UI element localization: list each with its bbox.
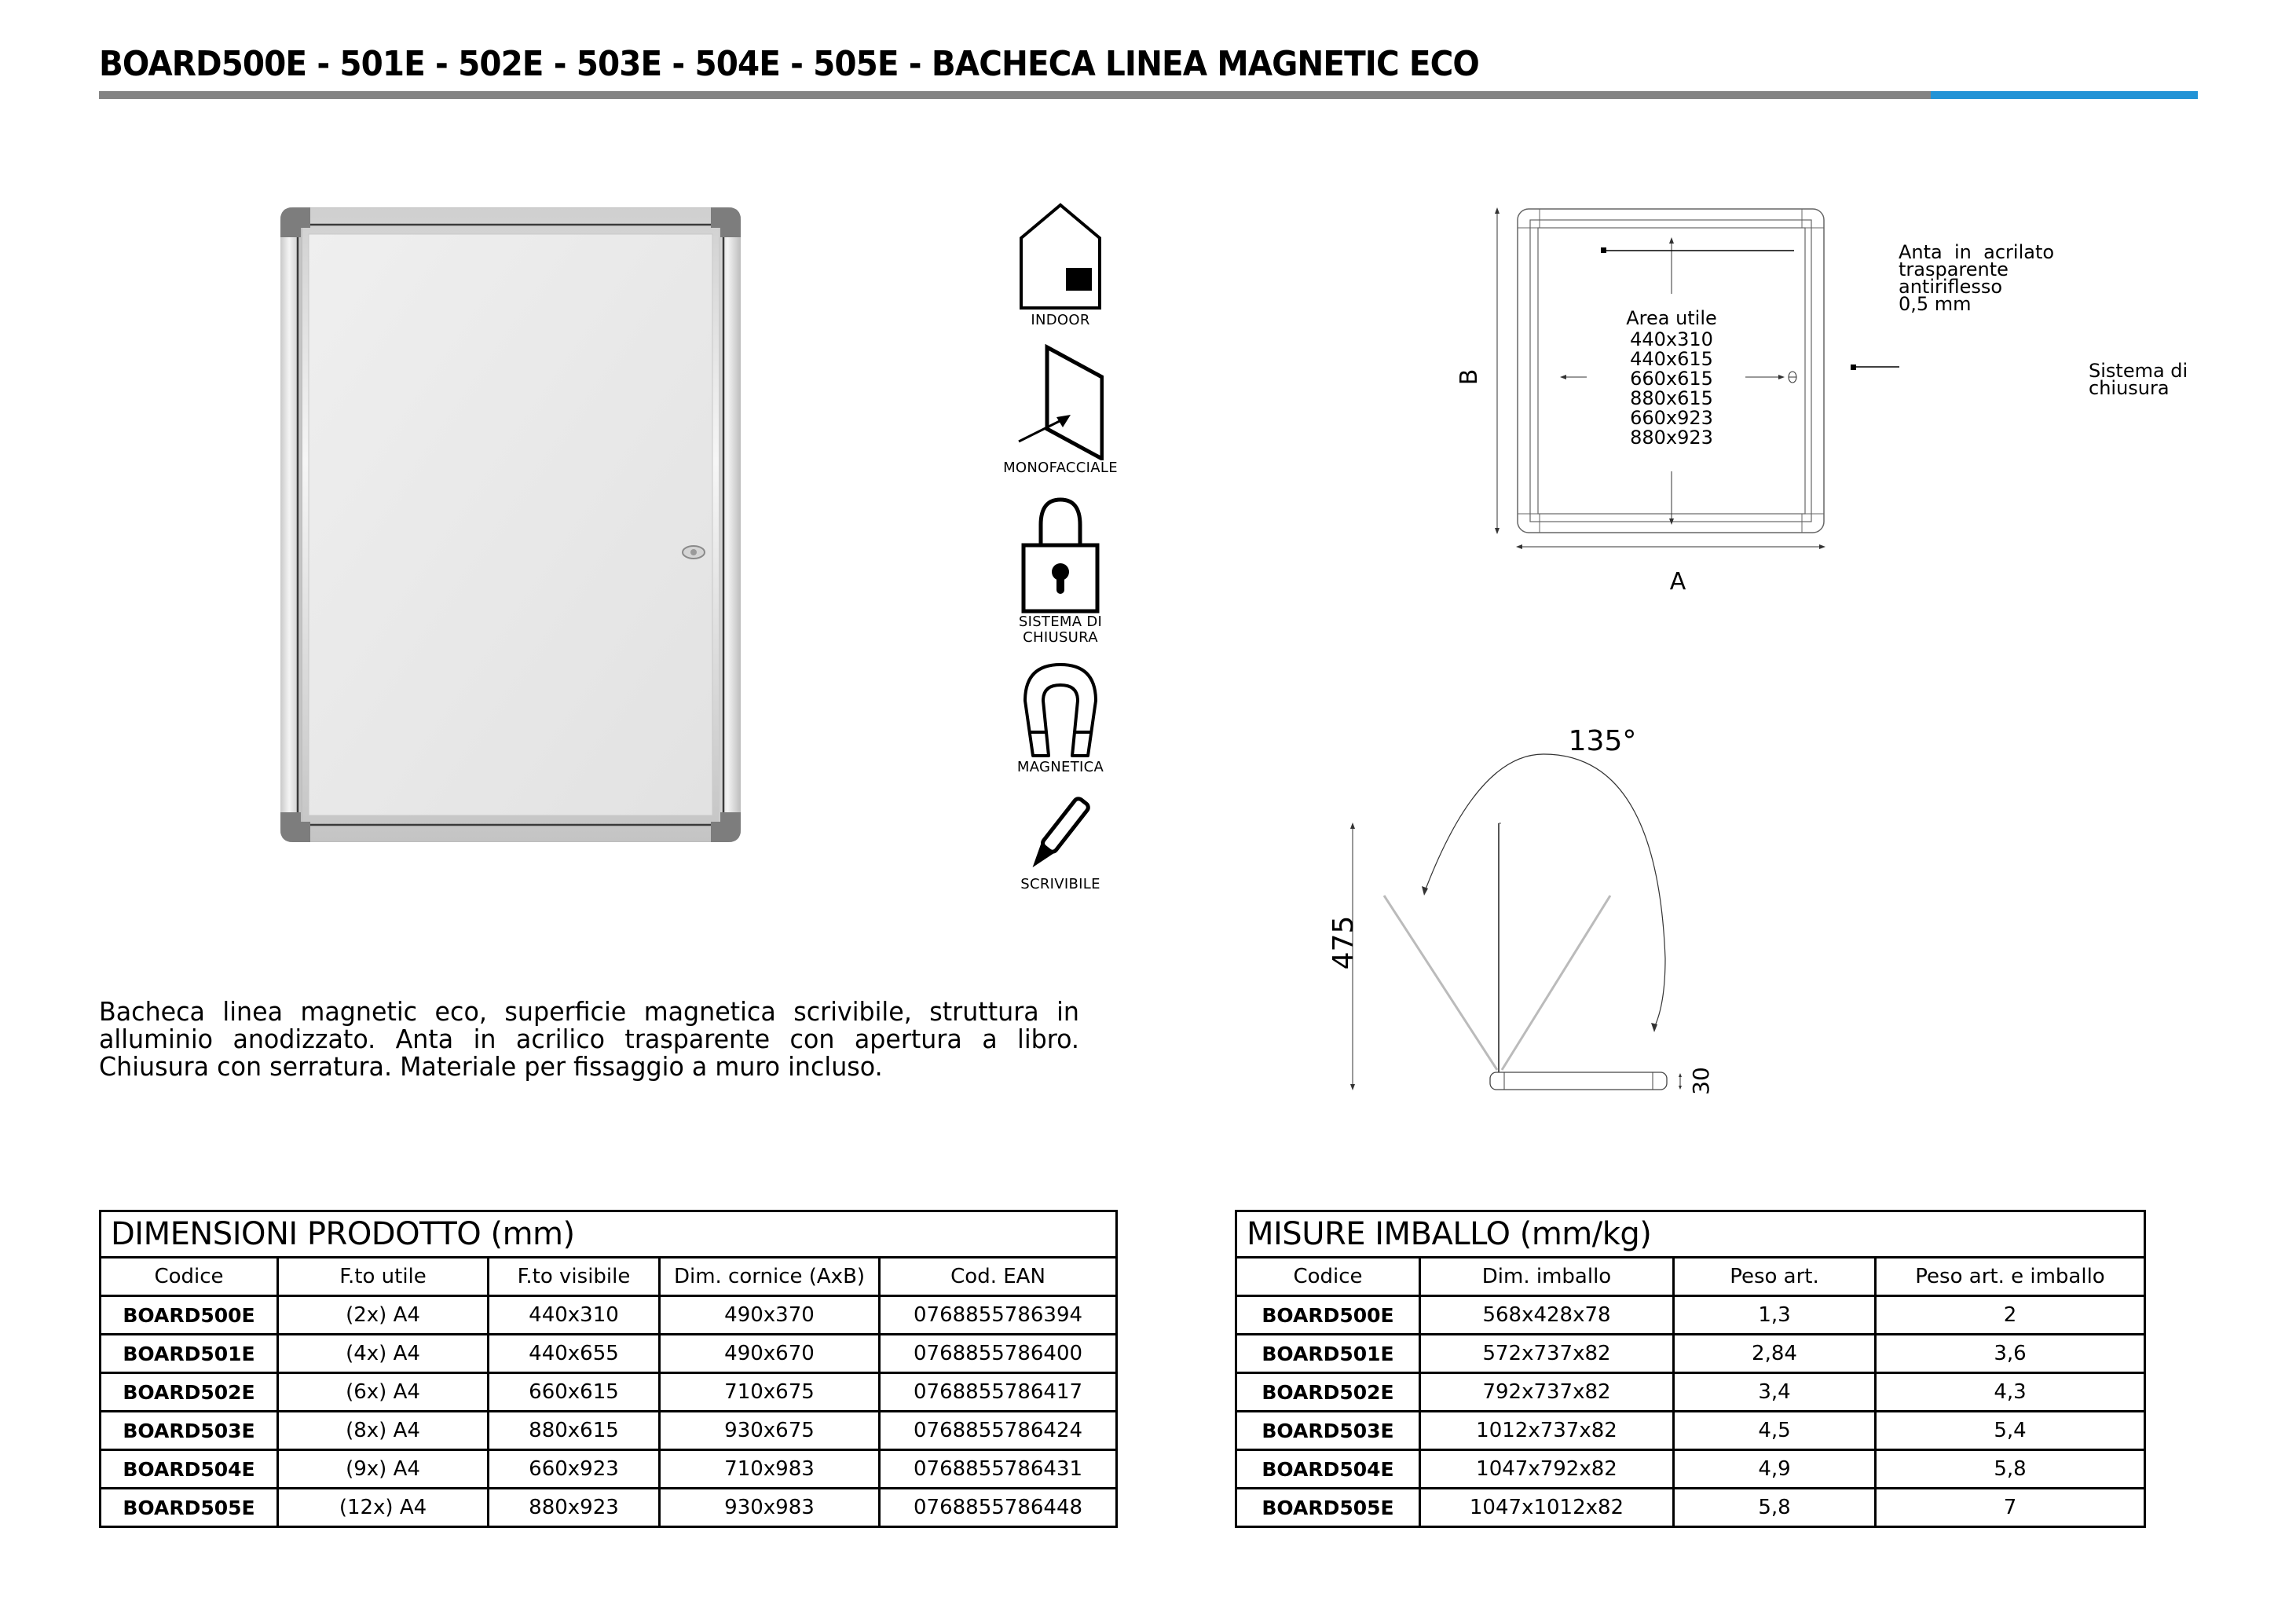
- area-size: 880x923: [1630, 427, 1713, 449]
- table-header-row: [1236, 1258, 2145, 1296]
- column-header: F.to visibile: [489, 1258, 660, 1296]
- item-weight: 1,3: [1674, 1296, 1876, 1335]
- column-header: Cod. EAN: [880, 1258, 1117, 1296]
- callout-door-line: trasparente: [1899, 258, 2009, 280]
- feature-label: INDOOR: [1031, 312, 1090, 328]
- gross-weight: 3,6: [1876, 1335, 2145, 1373]
- item-weight: 5,8: [1674, 1489, 1876, 1527]
- useful-format: (4x) A4: [278, 1335, 489, 1373]
- package-dimensions: 1012x737x82: [1420, 1412, 1674, 1450]
- frame-dimensions: 710x983: [660, 1450, 880, 1489]
- dim-a-label: A: [1669, 568, 1686, 595]
- frame-dimensions: 490x670: [660, 1335, 880, 1373]
- front-view-drawing: [1453, 196, 2239, 707]
- product-code: BOARD502E: [101, 1373, 278, 1412]
- header-rule-gray: [99, 91, 1931, 99]
- column-header: Peso art.: [1674, 1258, 1876, 1296]
- frame-dimensions: 490x370: [660, 1296, 880, 1335]
- column-header: Codice: [1236, 1258, 1420, 1296]
- house-icon: [1017, 203, 1104, 313]
- product-code: BOARD503E: [1236, 1412, 1420, 1450]
- feature-label: MONOFACCIALE: [1003, 460, 1118, 476]
- gross-weight: 2: [1876, 1296, 2145, 1335]
- gross-weight: 5,8: [1876, 1450, 2145, 1489]
- useful-format: (9x) A4: [278, 1450, 489, 1489]
- table-title: DIMENSIONI PRODOTTO (mm): [101, 1211, 1117, 1258]
- table-title: MISURE IMBALLO (mm/kg): [1236, 1211, 2145, 1258]
- table-row: [1236, 1489, 2145, 1527]
- product-code: BOARD505E: [101, 1489, 278, 1527]
- magnet-icon: [1017, 661, 1104, 760]
- visible-format: 880x923: [489, 1489, 660, 1527]
- area-size: 440x615: [1630, 348, 1713, 370]
- column-header: Dim. cornice (AxB): [660, 1258, 880, 1296]
- visible-format: 660x615: [489, 1373, 660, 1412]
- area-size: 660x923: [1630, 407, 1713, 429]
- ean-code: 0768855786400: [880, 1335, 1117, 1373]
- table-row: [101, 1335, 1117, 1373]
- feature-writable: [974, 792, 1147, 892]
- gross-weight: 7: [1876, 1489, 2145, 1527]
- table-row: [101, 1296, 1117, 1335]
- feature-label: MAGNETICA: [1016, 759, 1104, 775]
- table-row: [101, 1412, 1117, 1450]
- ean-code: 0768855786431: [880, 1450, 1117, 1489]
- visible-format: 880x615: [489, 1412, 660, 1450]
- dim-b-label: B: [1456, 368, 1483, 386]
- product-code: BOARD500E: [1236, 1296, 1420, 1335]
- pencil-icon: [1017, 792, 1104, 877]
- area-size: 440x310: [1630, 328, 1713, 350]
- column-header: F.to utile: [278, 1258, 489, 1296]
- table-header-row: [101, 1258, 1117, 1296]
- callout-lock-line: chiusura: [2089, 377, 2170, 399]
- package-dimensions: 1047x1012x82: [1420, 1489, 1674, 1527]
- table-row: [101, 1489, 1117, 1527]
- ean-code: 0768855786424: [880, 1412, 1117, 1450]
- table-row: [101, 1450, 1117, 1489]
- product-code: BOARD504E: [101, 1450, 278, 1489]
- callout-door-line: Anta in acrilato: [1899, 241, 2055, 263]
- product-code: BOARD504E: [1236, 1450, 1420, 1489]
- header-rule-blue: [1931, 91, 2198, 99]
- feature-label-line2: CHIUSURA: [1023, 629, 1098, 646]
- product-code: BOARD501E: [101, 1335, 278, 1373]
- table-row: [1236, 1296, 2145, 1335]
- gross-weight: 4,3: [1876, 1373, 2145, 1412]
- ean-code: 0768855786417: [880, 1373, 1117, 1412]
- item-weight: 4,5: [1674, 1412, 1876, 1450]
- callout-lock-line: Sistema di: [2089, 360, 2188, 382]
- table-row: [1236, 1412, 2145, 1450]
- package-dimensions: 568x428x78: [1420, 1296, 1674, 1335]
- product-code: BOARD505E: [1236, 1489, 1420, 1527]
- column-header: Peso art. e imballo: [1876, 1258, 2145, 1296]
- product-description: Bacheca linea magnetic eco, superficie magnetica scrivibile, struttura in alluminio anodizzato. Anta in acrilico trasparente con apertura a libro. Chiusura con serratura. Materiale per fissaggio a muro incluso.: [99, 996, 1079, 1082]
- packaging-table: [1235, 1210, 2146, 1528]
- area-size: 880x615: [1630, 387, 1713, 409]
- visible-format: 440x310: [489, 1296, 660, 1335]
- callout-door-line: antiriflesso: [1899, 276, 2003, 298]
- feature-indoor: [974, 203, 1147, 328]
- column-header: Dim. imballo: [1420, 1258, 1674, 1296]
- depth-label: 30: [1688, 1067, 1714, 1095]
- dimensions-table: [99, 1210, 1118, 1528]
- product-code: BOARD501E: [1236, 1335, 1420, 1373]
- visible-format: 660x923: [489, 1450, 660, 1489]
- package-dimensions: 572x737x82: [1420, 1335, 1674, 1373]
- gross-weight: 5,4: [1876, 1412, 2145, 1450]
- single-sided-panel-icon: [1017, 344, 1104, 460]
- product-photo: [280, 207, 741, 842]
- table-row: [1236, 1335, 2145, 1373]
- feature-label-line1: SISTEMA DI: [1018, 614, 1103, 630]
- product-code: BOARD500E: [101, 1296, 278, 1335]
- useful-format: (8x) A4: [278, 1412, 489, 1450]
- item-weight: 4,9: [1674, 1450, 1876, 1489]
- table-row: [1236, 1373, 2145, 1412]
- opening-angle-label: 135°: [1568, 725, 1637, 757]
- feature-magnetic: [974, 661, 1147, 775]
- frame-dimensions: 710x675: [660, 1373, 880, 1412]
- feature-lock: [974, 496, 1147, 646]
- item-weight: 2,84: [1674, 1335, 1876, 1373]
- item-weight: 3,4: [1674, 1373, 1876, 1412]
- useful-format: (12x) A4: [278, 1489, 489, 1527]
- product-code: BOARD502E: [1236, 1373, 1420, 1412]
- frame-dimensions: 930x983: [660, 1489, 880, 1527]
- table-row: [1236, 1450, 2145, 1489]
- package-dimensions: 792x737x82: [1420, 1373, 1674, 1412]
- feature-single-sided: [974, 344, 1147, 476]
- page-title: BOARD500E - 501E - 502E - 503E - 504E - 505E - BACHECA LINEA MAGNETIC ECO: [99, 44, 1479, 84]
- useful-format: (2x) A4: [278, 1296, 489, 1335]
- package-dimensions: 1047x792x82: [1420, 1450, 1674, 1489]
- area-size: 660x615: [1630, 368, 1713, 390]
- product-code: BOARD503E: [101, 1412, 278, 1450]
- feature-label: SCRIVIBILE: [1020, 876, 1100, 892]
- table-row: [101, 1373, 1117, 1412]
- ean-code: 0768855786394: [880, 1296, 1117, 1335]
- callout-door-line: 0,5 mm: [1899, 293, 1972, 315]
- height-label: 475: [1327, 915, 1360, 970]
- ean-code: 0768855786448: [880, 1489, 1117, 1527]
- opening-angle-drawing: [1320, 707, 2027, 1163]
- padlock-icon: [1017, 496, 1104, 614]
- useful-format: (6x) A4: [278, 1373, 489, 1412]
- column-header: Codice: [101, 1258, 278, 1296]
- area-label: Area utile: [1626, 307, 1717, 329]
- visible-format: 440x655: [489, 1335, 660, 1373]
- frame-dimensions: 930x675: [660, 1412, 880, 1450]
